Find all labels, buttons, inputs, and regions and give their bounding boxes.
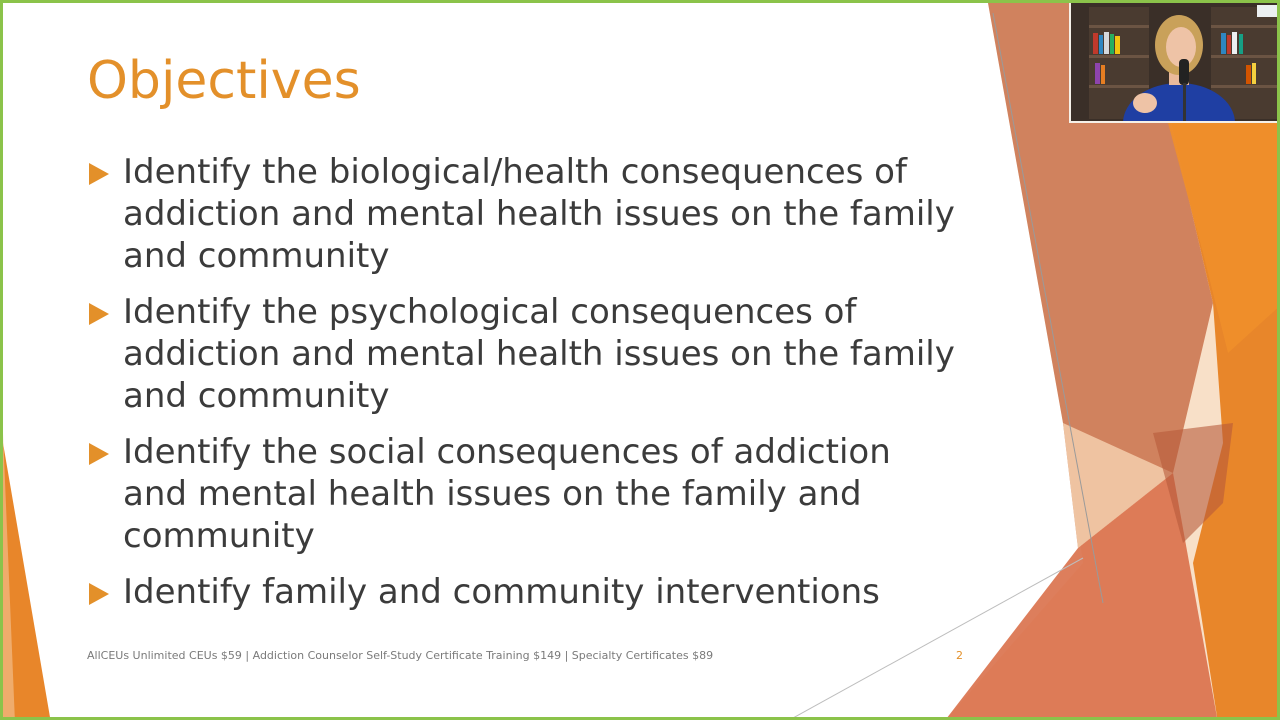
bullet-text: Identify the biological/health consequences of addiction and mental health issues on the family and community	[123, 152, 955, 276]
list-item	[89, 291, 959, 417]
bullet-text: Identify family and community interventions	[123, 572, 880, 612]
list-item	[89, 431, 959, 557]
list-item	[89, 571, 959, 613]
slide-footer: AllCEUs Unlimited CEUs $59 | Addiction Counselor Self-Study Certificate Training $149 | Specialty Certificates $89	[87, 649, 714, 662]
presenter-video-icon	[1071, 3, 1280, 123]
objectives-list	[89, 151, 959, 627]
bullet-arrow-icon	[89, 583, 109, 605]
presenter-webcam	[1069, 3, 1280, 123]
bullet-text: Identify the psychological consequences of addiction and mental health issues on the family and community	[123, 292, 955, 416]
bullet-arrow-icon	[89, 443, 109, 465]
bullet-arrow-icon	[89, 303, 109, 325]
page-number: 2	[956, 649, 963, 662]
bullet-arrow-icon	[89, 163, 109, 185]
list-item	[89, 151, 959, 277]
slide-title: Objectives	[87, 51, 361, 111]
bullet-text: Identify the social consequences of addiction and mental health issues on the family and community	[123, 432, 891, 556]
